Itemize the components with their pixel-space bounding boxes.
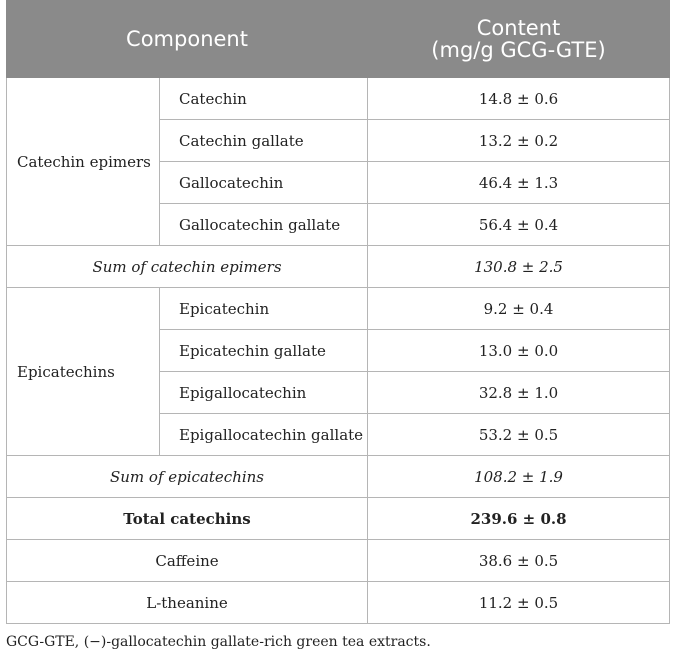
- compound-value: 9.2 ± 0.4: [368, 288, 670, 330]
- sum-row-catechin-epimers: [7, 246, 670, 288]
- table-row: [7, 78, 670, 120]
- compound-value: 53.2 ± 0.5: [368, 414, 670, 456]
- caffeine-value: 38.6 ± 0.5: [368, 540, 670, 582]
- header-row: [7, 1, 670, 78]
- total-label: Total catechins: [7, 498, 368, 540]
- sum-label: Sum of catechin epimers: [7, 246, 368, 288]
- compound-name: Epigallocatechin gallate: [160, 414, 368, 456]
- theanine-row: [7, 582, 670, 624]
- compound-name: Catechin gallate: [160, 120, 368, 162]
- composition-table: [6, 0, 670, 624]
- table-row: [7, 288, 670, 330]
- compound-value: 56.4 ± 0.4: [368, 204, 670, 246]
- compound-value: 13.2 ± 0.2: [368, 120, 670, 162]
- table-container: [6, 0, 669, 624]
- theanine-value: 11.2 ± 0.5: [368, 582, 670, 624]
- compound-name: Epicatechin: [160, 288, 368, 330]
- group-epicatechins: Epicatechins: [7, 288, 160, 456]
- total-row: [7, 498, 670, 540]
- group-catechin-epimers: Catechin epimers: [7, 78, 160, 246]
- total-value: 239.6 ± 0.8: [368, 498, 670, 540]
- table-footnote: GCG-GTE, (−)-gallocatechin gallate-rich green tea extracts.: [6, 634, 431, 650]
- sum-value: 130.8 ± 2.5: [368, 246, 670, 288]
- compound-value: 32.8 ± 1.0: [368, 372, 670, 414]
- caffeine-row: [7, 540, 670, 582]
- compound-name: Gallocatechin: [160, 162, 368, 204]
- header-content: [368, 1, 670, 78]
- compound-name: Epicatechin gallate: [160, 330, 368, 372]
- compound-name: Catechin: [160, 78, 368, 120]
- compound-value: 13.0 ± 0.0: [368, 330, 670, 372]
- header-content-title: Content: [476, 16, 561, 40]
- compound-name: Epigallocatechin: [160, 372, 368, 414]
- theanine-label: L-theanine: [7, 582, 368, 624]
- header-component: Component: [7, 1, 368, 78]
- compound-name: Gallocatechin gallate: [160, 204, 368, 246]
- compound-value: 14.8 ± 0.6: [368, 78, 670, 120]
- sum-label: Sum of epicatechins: [7, 456, 368, 498]
- sum-value: 108.2 ± 1.9: [368, 456, 670, 498]
- caffeine-label: Caffeine: [7, 540, 368, 582]
- header-content-unit: (mg/g GCG-GTE): [431, 38, 606, 62]
- compound-value: 46.4 ± 1.3: [368, 162, 670, 204]
- sum-row-epicatechins: [7, 456, 670, 498]
